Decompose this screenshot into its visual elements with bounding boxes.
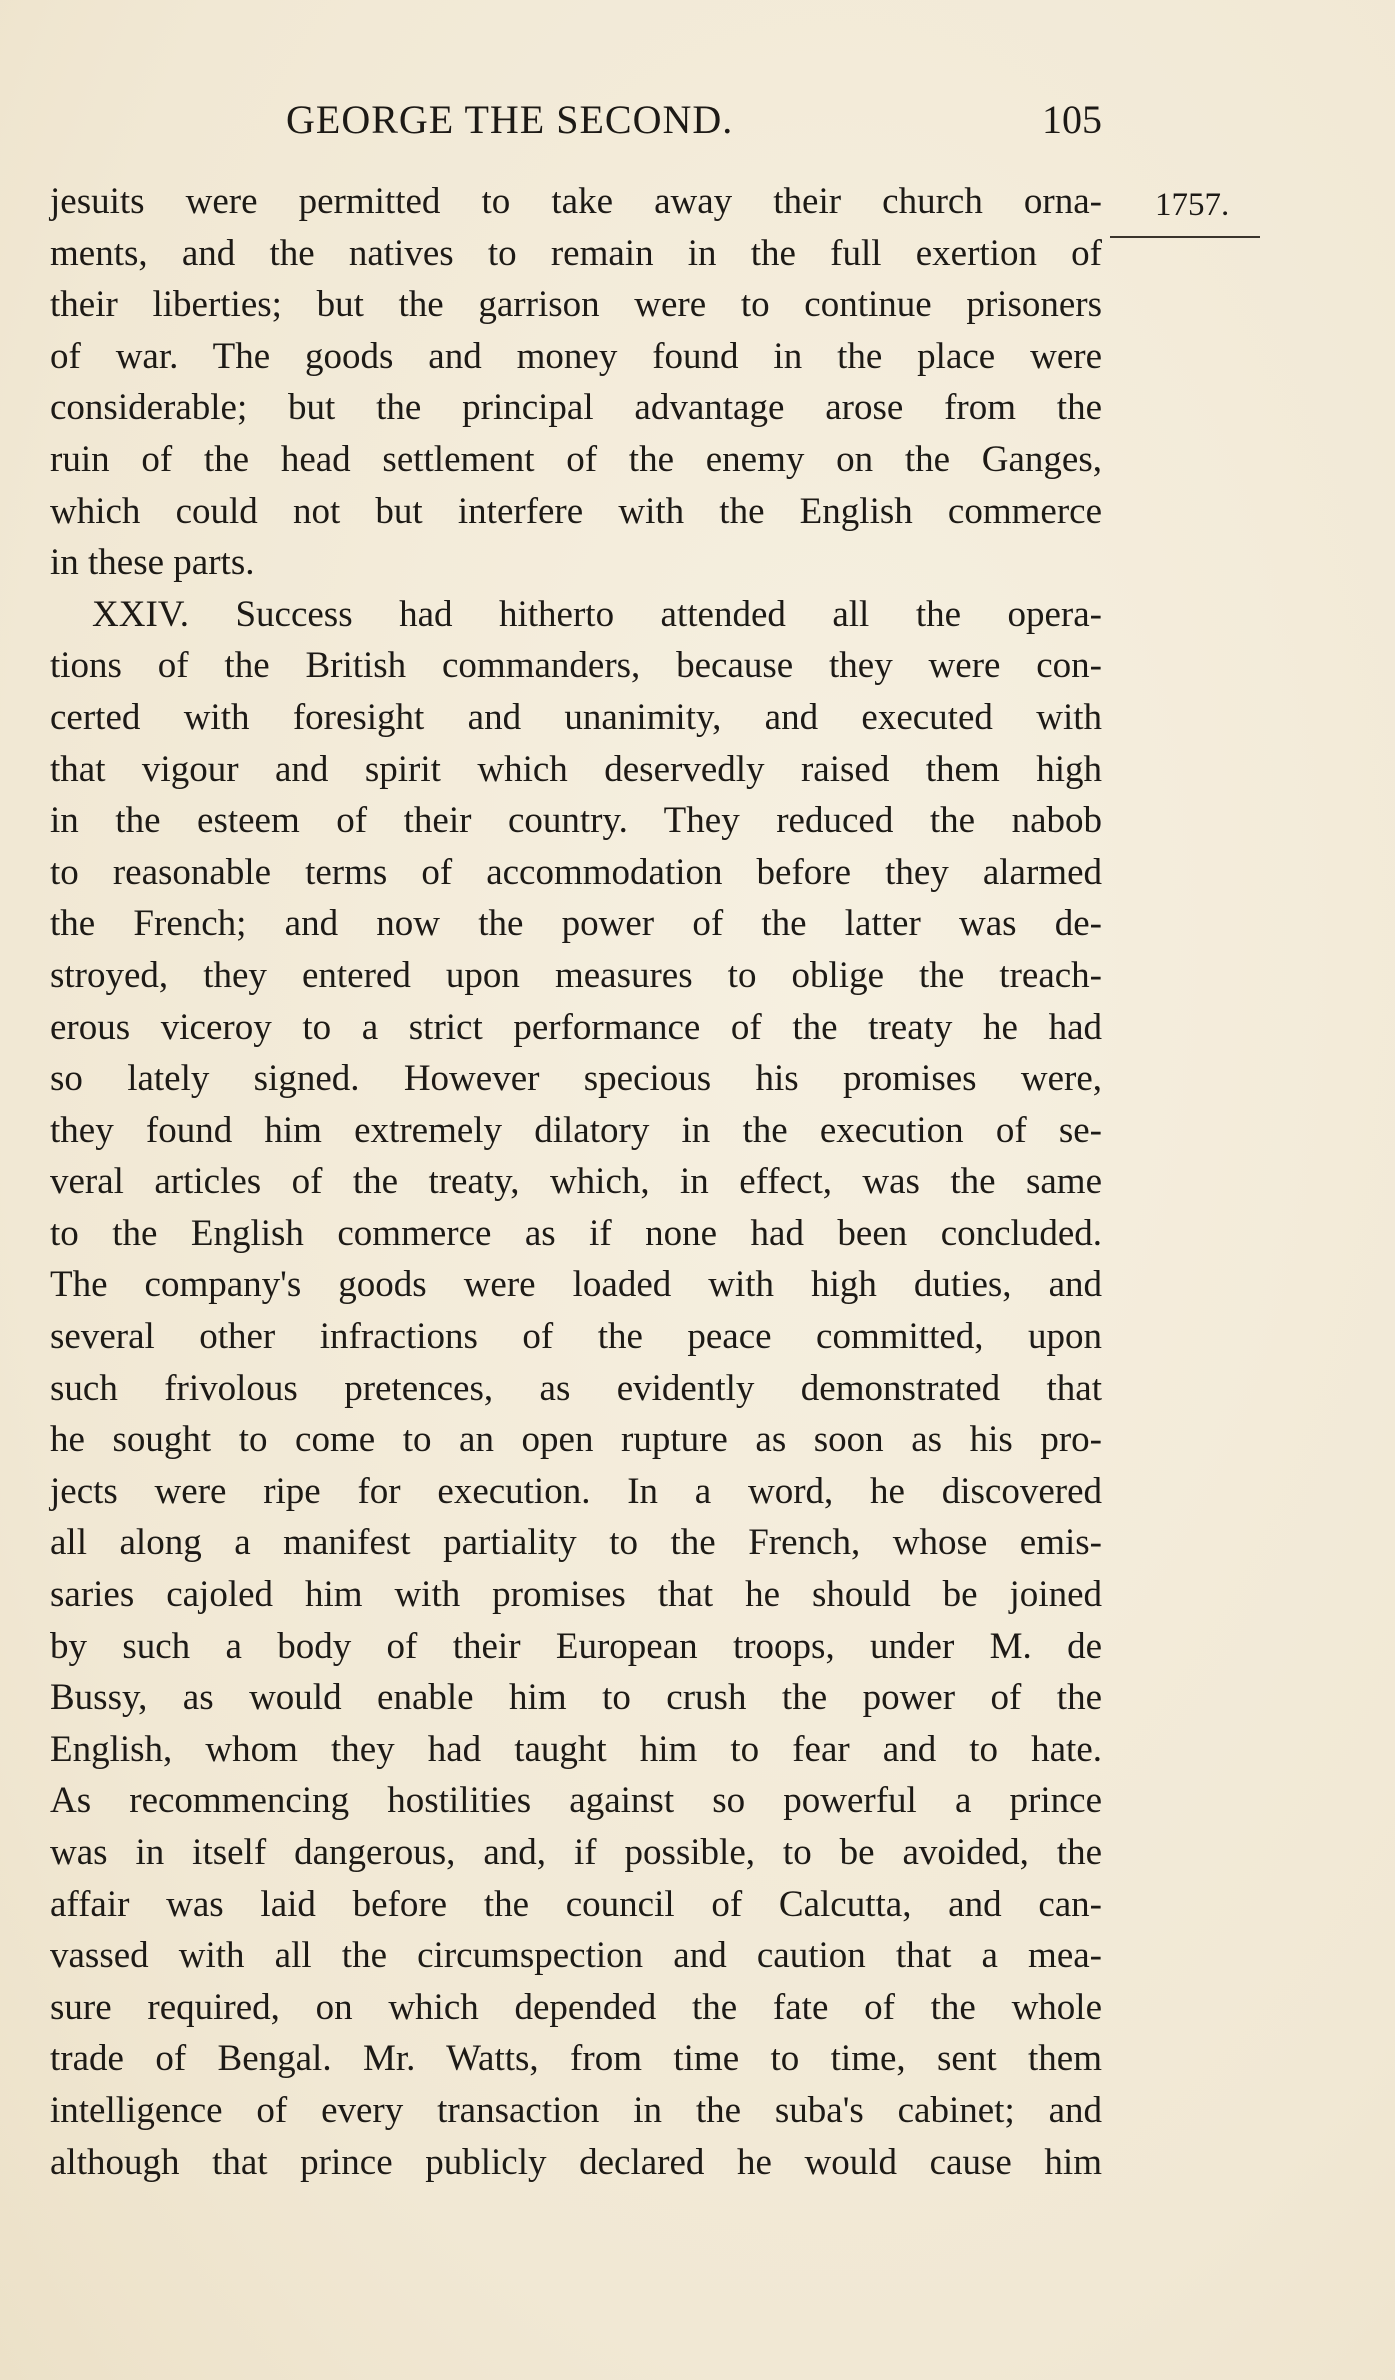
text-line: stroyed, they entered upon measures to oblige the treach- <box>50 954 1102 996</box>
text-line: their liberties; but the garrison were to continue prisoners <box>50 284 1102 326</box>
text-line: was in itself dangerous, and, if possible, to be avoided, the <box>50 1832 1102 1873</box>
text-line-section-start: XXIV. Success had hitherto attended all the opera- <box>92 593 1102 635</box>
text-line: the French; and now the power of the latter was de- <box>50 903 1102 945</box>
text-line: affair was laid before the council of Calcutta, and can- <box>50 1883 1102 1925</box>
text-line: by such a body of their European troops, under M. de <box>50 1625 1102 1667</box>
text-line: The company's goods were loaded with high duties, and <box>50 1264 1102 1306</box>
text-line: several other infractions of the peace committed, upon <box>50 1316 1102 1358</box>
text-line: although that prince publicly declared he would cause him <box>50 2141 1102 2183</box>
text-line: of war. The goods and money found in the place were <box>50 335 1102 377</box>
text-line: to reasonable terms of accommodation before they alarmed <box>50 851 1102 893</box>
text-line: Bussy, as would enable him to crush the power of the <box>50 1677 1102 1719</box>
text-line: which could not but interfere with the English commerce <box>50 490 1102 532</box>
text-line: intelligence of every transaction in the suba's cabinet; and <box>50 2089 1102 2131</box>
page-number: 105 <box>1042 97 1102 142</box>
text-line: so lately signed. However specious his promises were, <box>50 1058 1102 1100</box>
margin-year-note: 1757. <box>1155 187 1230 223</box>
text-line: that vigour and spirit which deservedly raised them high <box>50 748 1102 790</box>
text-line: ments, and the natives to remain in the full exertion of <box>50 232 1102 274</box>
running-head <box>50 92 1102 148</box>
text-line: jesuits were permitted to take away their church orna- <box>50 181 1102 222</box>
text-line: As recommencing hostilities against so powerful a prince <box>50 1780 1102 1822</box>
text-line: in these parts. <box>50 542 255 584</box>
body-text <box>50 176 1102 2188</box>
text-line: sure required, on which depended the fate of the whole <box>50 1986 1102 2028</box>
text-line: certed with foresight and unanimity, and executed with <box>50 696 1102 738</box>
text-line: erous viceroy to a strict performance of the treaty he had <box>50 1006 1102 1048</box>
text-line: they found him extremely dilatory in the execution of se- <box>50 1109 1102 1151</box>
text-line: in the esteem of their country. They reduced the nabob <box>50 800 1102 842</box>
margin-rule <box>1110 236 1260 238</box>
text-line: ruin of the head settlement of the enemy on the Ganges, <box>50 438 1102 480</box>
text-line: considerable; but the principal advantage arose from the <box>50 387 1102 429</box>
text-line: he sought to come to an open rupture as soon as his pro- <box>50 1419 1102 1461</box>
text-line: such frivolous pretences, as evidently demonstrated that <box>50 1367 1102 1409</box>
text-line: English, whom they had taught him to fear and to hate. <box>50 1728 1102 1770</box>
text-line: trade of Bengal. Mr. Watts, from time to time, sent them <box>50 2038 1102 2080</box>
text-line: to the English commerce as if none had been concluded. <box>50 1212 1102 1254</box>
running-title: GEORGE THE SECOND. <box>286 97 734 142</box>
text-line: all along a manifest partiality to the French, whose emis- <box>50 1522 1102 1564</box>
text-line: vassed with all the circumspection and caution that a mea- <box>50 1935 1102 1977</box>
text-line: tions of the British commanders, because they were con- <box>50 645 1102 687</box>
text-line: saries cajoled him with promises that he should be joined <box>50 1574 1102 1616</box>
text-line: jects were ripe for execution. In a word, he discovered <box>50 1470 1102 1512</box>
text-line: veral articles of the treaty, which, in effect, was the same <box>50 1161 1102 1203</box>
